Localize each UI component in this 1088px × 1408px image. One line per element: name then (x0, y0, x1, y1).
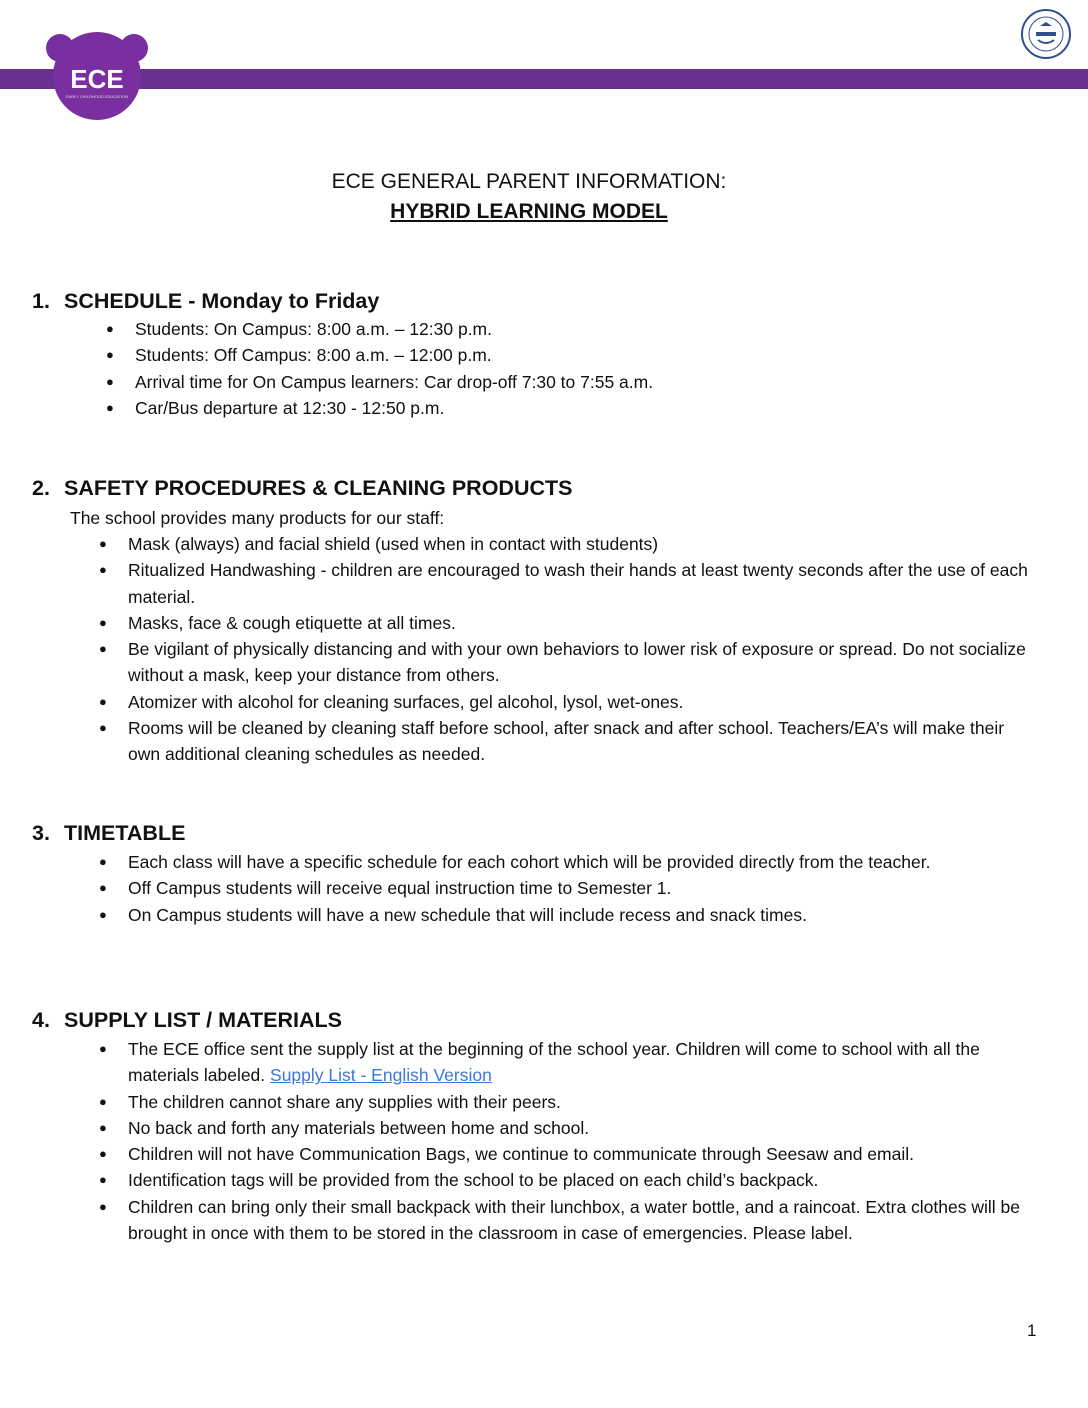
list-item: ● Be vigilant of physically distancing and with your own behaviors to lower risk of exposure or spread. Do not socialize without a mask, keep your distance from others. (128, 636, 1028, 689)
section-number: 4. (32, 1008, 50, 1032)
list-item: ● Arrival time for On Campus learners: Car drop-off 7:30 to 7:55 a.m. (135, 369, 1035, 395)
list-item: ● Children will not have Communication Bags, we continue to communicate through Seesaw and email. (128, 1141, 1028, 1167)
bullet-icon: ● (99, 854, 107, 869)
list-item: ● On Campus students will have a new schedule that will include recess and snack times. (128, 902, 1028, 928)
bullet-icon: ● (99, 1119, 107, 1135)
section-heading-schedule (32, 287, 379, 315)
bullet-icon: ● (99, 1146, 107, 1162)
list-item: ● Students: On Campus: 8:00 a.m. – 12:30 p.m. (135, 316, 1035, 342)
bullet-icon: ● (99, 641, 107, 657)
bullet-icon: ● (106, 321, 114, 336)
title-line-1: ECE GENERAL PARENT INFORMATION: (331, 170, 727, 193)
list-item: ● The children cannot share any supplies with their peers. (128, 1089, 1028, 1115)
section-number: 2. (32, 476, 50, 500)
section-title: TIMETABLE (64, 821, 186, 845)
school-crest-icon (1020, 8, 1072, 60)
list-item: ● Children can bring only their small backpack with their lunchbox, a water bottle, and a raincoat. Extra clothes will be brought in once with them to be stored in the classroom in case of emergencies. Please label. (128, 1194, 1028, 1247)
page-number: 1 (1027, 1321, 1037, 1340)
list-item: ● Atomizer with alcohol for cleaning surfaces, gel alcohol, lysol, wet-ones. (128, 689, 1028, 715)
section-number: 3. (32, 821, 50, 845)
bullet-icon: ● (99, 1172, 107, 1188)
bullet-icon: ● (99, 1041, 107, 1056)
bullet-icon: ● (99, 614, 107, 630)
bullet-icon: ● (99, 536, 107, 551)
list-item: ● Rooms will be cleaned by cleaning staff before school, after snack and after school. Teachers/EA’s will make their own additional cleaning schedules as needed. (128, 715, 1028, 768)
list-item: ● No back and forth any materials between home and school. (128, 1115, 1028, 1141)
list-item: ● Car/Bus departure at 12:30 - 12:50 p.m. (135, 395, 1035, 421)
title-line-2: HYBRID LEARNING MODEL (390, 200, 668, 223)
bullet-icon: ● (106, 373, 114, 389)
bullet-icon: ● (99, 1198, 107, 1214)
list-item: ● The ECE office sent the supply list at the beginning of the school year. Children will come to school with all the materials labeled. Supply List - English Version (128, 1036, 1028, 1089)
safety-list (99, 531, 1028, 768)
section-heading-timetable (32, 819, 185, 847)
bullet-icon: ● (99, 720, 107, 736)
supply-list (99, 1036, 1028, 1246)
supply-list-link[interactable]: Supply List - English Version (270, 1065, 492, 1086)
bullet-icon: ● (99, 693, 107, 709)
bullet-icon: ● (99, 906, 107, 922)
safety-intro: The school provides many products for our staff: (70, 508, 445, 528)
list-item: ● Ritualized Handwashing - children are encouraged to wash their hands at least twenty seconds after the use of each material. (128, 557, 1028, 610)
section-heading-supply-list (32, 1006, 342, 1034)
ece-logo (46, 32, 148, 122)
section-title: SAFETY PROCEDURES & CLEANING PRODUCTS (64, 476, 573, 500)
section-title: SCHEDULE - Monday to Friday (64, 289, 380, 313)
list-item: ● Students: Off Campus: 8:00 a.m. – 12:00 p.m. (135, 342, 1035, 368)
bullet-icon: ● (106, 399, 114, 415)
bullet-icon: ● (99, 880, 107, 896)
schedule-list (106, 316, 1035, 421)
bullet-icon: ● (106, 347, 114, 363)
timetable-list (99, 849, 1028, 928)
logo-text: ECE (70, 64, 124, 94)
header-bar (0, 69, 1088, 89)
list-item: ● Masks, face & cough etiquette at all times. (128, 610, 1028, 636)
bullet-icon: ● (99, 562, 107, 578)
logo-tagline: EARLY CHILDHOOD EDUCATION (65, 94, 129, 99)
section-heading-safety (32, 474, 572, 502)
document-title (0, 167, 1058, 227)
list-item: ● Off Campus students will receive equal instruction time to Semester 1. (128, 875, 1028, 901)
section-title: SUPPLY LIST / MATERIALS (64, 1008, 342, 1032)
list-item: ● Mask (always) and facial shield (used when in contact with students) (128, 531, 1028, 557)
list-item: ● Each class will have a specific schedule for each cohort which will be provided directly from the teacher. (128, 849, 1028, 875)
section-number: 1. (32, 289, 50, 313)
bullet-icon: ● (99, 1093, 107, 1109)
list-item: ● Identification tags will be provided from the school to be placed on each child’s backpack. (128, 1167, 1028, 1193)
